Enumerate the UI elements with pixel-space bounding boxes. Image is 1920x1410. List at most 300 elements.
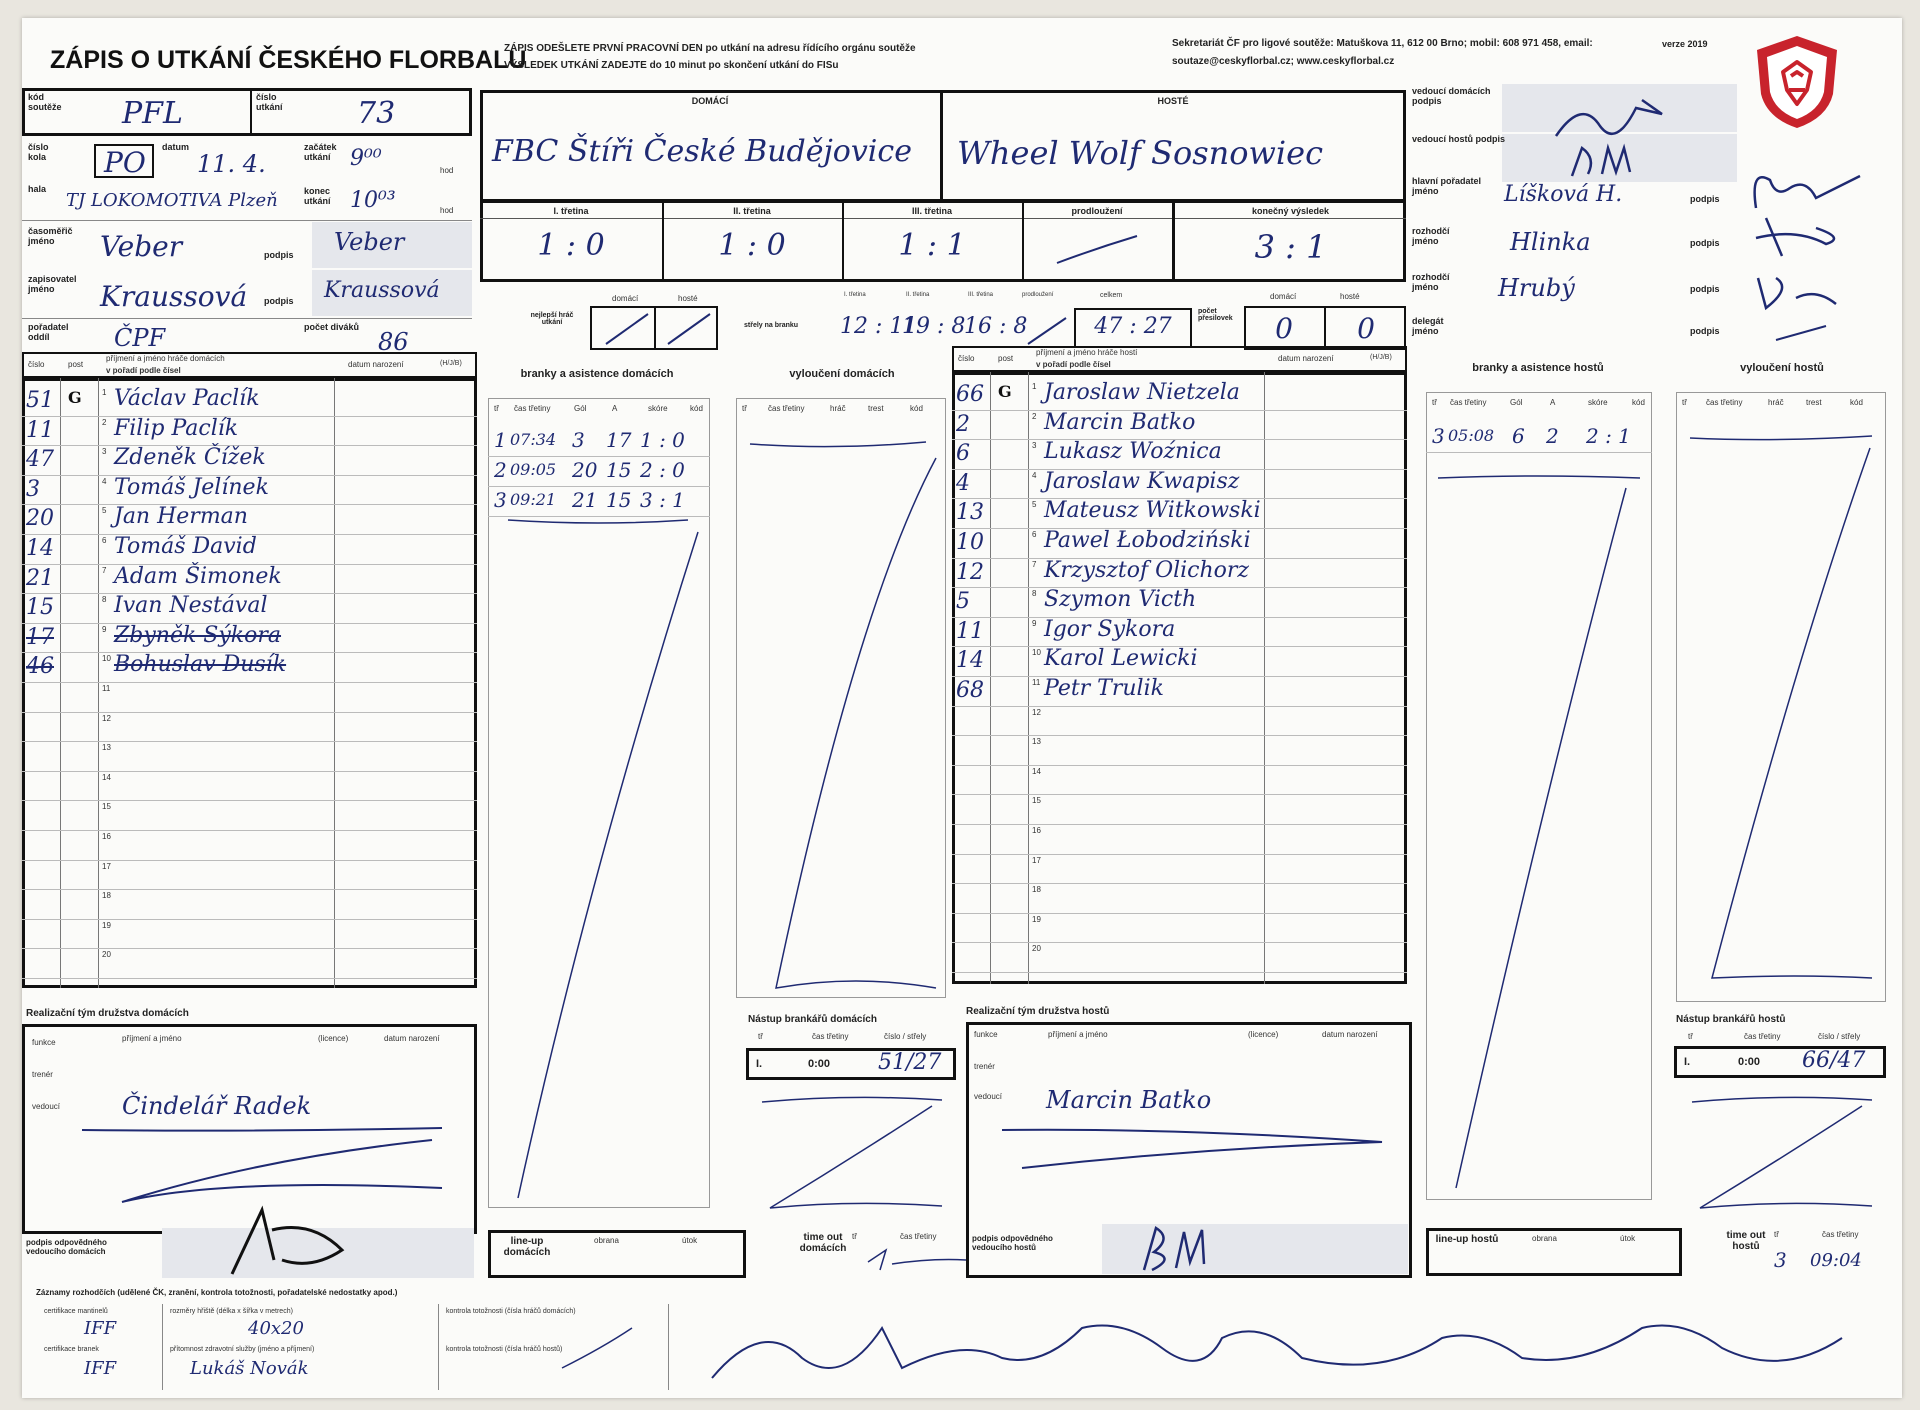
ag-a: A	[1550, 398, 1556, 407]
cislo-value: 73	[357, 96, 396, 131]
shots-t2: 19 : 8	[902, 314, 966, 339]
hr-funkce: funkce	[32, 1038, 56, 1047]
final-score: 3 : 1	[1254, 228, 1327, 266]
kod-value: PFL	[122, 96, 183, 131]
ago-tr: tř	[1688, 1032, 1693, 1041]
at-cas-value: 09:04	[1810, 1250, 1862, 1271]
away-timeout-label: time out hostů	[1726, 1230, 1766, 1252]
goal-time: 07:34	[510, 430, 557, 449]
ot-label: prodloužení	[1071, 206, 1123, 216]
home_players-row-line	[22, 830, 477, 831]
away_players-row-line	[952, 854, 1407, 855]
hala-label: hala	[28, 184, 47, 194]
player-number: 66	[956, 382, 984, 407]
best-home-label: domácí	[612, 294, 639, 303]
pp-label: počet přesilovek	[1198, 308, 1233, 322]
player-post: G	[68, 388, 82, 407]
home-lineup-label: line-up domácích	[503, 1236, 551, 1258]
goal-time: 09:05	[510, 460, 557, 479]
player-name: Filip Paclík	[114, 415, 239, 441]
p3-label: III. třetina	[911, 206, 952, 216]
away_players-row-index: 16	[1032, 826, 1041, 835]
home-realization-title: Realizační tým družstva domácích	[26, 1008, 189, 1019]
home-sig-label: podpis odpovědného vedoucího domácích	[26, 1238, 107, 1256]
away_players-row-line	[952, 824, 1407, 825]
home-hjb-header: (H/J/B)	[440, 360, 462, 367]
home_players-row-line	[22, 504, 477, 505]
away-cislo-header: číslo	[958, 354, 975, 363]
zacatek-value: 9⁰⁰	[350, 146, 382, 171]
away_players-row-index: 20	[1032, 944, 1041, 954]
home_players-row-index: 19	[102, 920, 111, 930]
contact-line-1: Sekretariát ČF pro ligové soutěže: Matuškova 11, 612 00 Brno; mobil: 608 971 458, email:	[1172, 38, 1593, 49]
pp-home: 0	[1275, 312, 1293, 345]
away_players-row-index: 11	[1032, 678, 1041, 687]
ago-cislo: číslo / střely	[1818, 1032, 1861, 1041]
goal-row-line	[488, 516, 710, 517]
away_players-row-line	[952, 913, 1407, 914]
kontrola-dom-label: kontrola totožnosti (čísla hráčů domácích)	[446, 1308, 576, 1315]
home_players-row-line	[22, 948, 477, 949]
ar-datum: datum narození	[1322, 1030, 1378, 1039]
ht-cas: čas třetiny	[900, 1232, 937, 1241]
hgo-tr: tř	[758, 1032, 763, 1041]
home-team-name: FBC Štíři České Budějovice	[492, 134, 912, 169]
ag-skore: skóre	[1588, 398, 1608, 407]
hr-vedouci: vedoucí	[32, 1102, 61, 1111]
away-leader-signature	[1132, 1208, 1222, 1278]
r2-podpis: podpis	[1690, 284, 1720, 294]
home-vedouci-name: Čindelář Radek	[122, 1092, 312, 1120]
p2-label: II. třetina	[733, 206, 771, 216]
home_players-row-index: 14	[102, 772, 111, 782]
goal-assist: 2	[1546, 424, 1559, 448]
goal-assist: 17	[606, 428, 632, 452]
home-poradi-header: v pořadí podle čísel	[106, 366, 181, 375]
divaku-value: 86	[378, 328, 409, 356]
ago-cislo-value: 66/47	[1802, 1048, 1866, 1073]
home_players-row-line	[22, 800, 477, 801]
hl-utok: útok	[682, 1236, 698, 1245]
away_players-row-index: 3	[1032, 441, 1037, 451]
player-number: 6	[956, 441, 970, 467]
hp-label: hlavní pořadatel jméno	[1412, 176, 1482, 196]
hp-trest: trest	[868, 404, 884, 413]
zapisovatel-value: Kraussová	[100, 280, 248, 313]
hg-cas: čas třetiny	[514, 404, 551, 413]
hp-hrac: hráč	[830, 404, 846, 413]
hod-label-1: hod	[440, 166, 454, 175]
hgo-cas-value: 0:00	[808, 1058, 831, 1070]
player-name: Tomáš Jelínek	[114, 474, 269, 500]
player-name: Jaroslaw Nietzela	[1044, 380, 1240, 405]
player-name: Adam Šimonek	[114, 563, 282, 589]
home_players-row-index: 20	[102, 950, 111, 960]
player-number: 10	[956, 530, 984, 555]
ago-cas-value: 0:00	[1738, 1056, 1761, 1068]
home-timeout-strike	[862, 1240, 972, 1274]
away-poradi-header: v pořadí podle čísel	[1036, 360, 1111, 369]
ap-tr: tř	[1682, 398, 1687, 407]
away_players-row-line	[952, 617, 1407, 618]
home_players-row-index: 5	[102, 506, 107, 516]
away_players-row-index: 1	[1032, 382, 1037, 391]
kod-label: kód soutěže	[28, 92, 62, 112]
ap-trest: trest	[1806, 398, 1822, 407]
records-strike	[522, 1318, 672, 1378]
away-realization-title: Realizační tým družstva hostů	[966, 1006, 1110, 1017]
casomeric-value: Veber	[100, 230, 183, 263]
player-name: Szymon Victh	[1044, 587, 1197, 613]
goal-scorer: 20	[572, 458, 598, 482]
contact-line-2: soutaze@ceskyflorbal.cz; www.ceskyflorbal.cz	[1172, 56, 1395, 67]
away_players-row-line	[952, 883, 1407, 884]
casomeric-label: časoměřič jméno	[28, 226, 73, 246]
away_players-row-index: 19	[1032, 914, 1041, 924]
cert-bran-label: certifikace branek	[44, 1346, 99, 1353]
home-goalies-title: Nástup brankářů domácích	[748, 1014, 877, 1025]
home-roster-header	[22, 352, 477, 378]
ar-vedouci: vedoucí	[974, 1092, 1003, 1101]
version-label: verze 2019	[1662, 39, 1708, 49]
hr-datum: datum narození	[384, 1034, 440, 1043]
home-goals-strike	[488, 518, 710, 1208]
zapisovatel-label: zapisovatel jméno	[28, 274, 77, 294]
home-datum-header: datum narození	[348, 360, 404, 369]
home_players-row-index: 13	[102, 743, 111, 753]
home-post-header: post	[68, 360, 84, 369]
player-number: 11	[26, 417, 54, 443]
al-utok: útok	[1620, 1234, 1636, 1243]
hgo-cas: čas třetiny	[812, 1032, 849, 1041]
player-name: Tomáš David	[114, 534, 257, 559]
home_players-row-line	[22, 889, 477, 890]
goal-row-line	[1426, 452, 1652, 453]
away-sig-label: podpis odpovědného vedoucího hostů	[972, 1234, 1053, 1252]
goal-scorer: 21	[572, 488, 598, 512]
home_players-row-index: 18	[102, 891, 111, 901]
zdravotni-label: přítomnost zdravotní služby (jméno a příjmení)	[170, 1346, 315, 1353]
ar-trener: trenér	[974, 1062, 995, 1071]
hp-cas: čas třetiny	[768, 404, 805, 413]
home_players-row-index: 4	[102, 476, 107, 486]
away_players-row-line	[952, 765, 1407, 766]
hod-label-2: hod	[440, 206, 454, 215]
konec-label: konec utkání	[304, 186, 331, 206]
player-number: 4	[956, 470, 970, 496]
zdravotni-value: Lukáš Novák	[190, 1358, 309, 1379]
goal-time: 09:21	[510, 490, 557, 509]
home-team-label: DOMÁCÍ	[691, 96, 729, 106]
home_players-row-line	[22, 919, 477, 920]
player-number: 51	[26, 388, 54, 413]
shots-label: střely na branku	[744, 322, 799, 329]
vd-label: vedoucí domácích podpis	[1412, 86, 1491, 106]
hgo-cislo: číslo / střely	[884, 1032, 927, 1041]
away-roster-header	[952, 346, 1407, 372]
home_players-row-line	[22, 712, 477, 713]
goal-period: 2	[494, 458, 507, 482]
player-number: 5	[956, 589, 970, 615]
ht-tr: tř	[852, 1232, 857, 1241]
home-jmeno-header: příjmení a jméno hráče domácích	[106, 354, 225, 363]
player-number: 21	[26, 565, 54, 591]
home_players-row-line	[22, 741, 477, 742]
home-goals-title: branky a asistence domácích	[520, 368, 674, 380]
home_players-row-line	[22, 771, 477, 772]
player-number: 11	[956, 618, 984, 644]
away-goals-strike	[1426, 458, 1652, 1198]
away-penalties-title: vyloučení hostů	[1740, 362, 1824, 374]
casomeric-signature: Veber	[334, 228, 405, 256]
away_players-row-index: 18	[1032, 885, 1041, 895]
player-name: Ivan Nestával	[114, 593, 268, 619]
player-number: 3	[26, 476, 40, 502]
records-strikeout-scribble	[702, 1298, 1882, 1398]
ar-licence: (licence)	[1248, 1030, 1279, 1039]
home_players-row-line	[22, 860, 477, 861]
player-number: 13	[956, 500, 984, 526]
hg-a: A	[612, 404, 618, 413]
divaku-label: počet diváků	[304, 322, 360, 332]
player-number: 14	[26, 536, 54, 561]
al-obrana: obrana	[1532, 1234, 1557, 1243]
officials-signatures	[1736, 158, 1886, 348]
goal-row-line	[488, 486, 710, 487]
home_players-row-index: 15	[102, 802, 111, 812]
hp-value: Líšková H.	[1504, 182, 1623, 207]
home_players-row-index: 12	[102, 713, 111, 723]
away-realization-strike	[982, 1118, 1402, 1178]
away_players-row-index: 4	[1032, 470, 1037, 480]
away_players-row-line	[952, 794, 1407, 795]
goal-row-line	[488, 456, 710, 457]
kolo-label: číslo kola	[28, 142, 49, 162]
player-name: Igor Sykora	[1044, 616, 1176, 642]
datum-value: 11. 4.	[197, 150, 266, 178]
hp-tr: tř	[742, 404, 747, 413]
away-vedouci-name: Marcin Batko	[1046, 1086, 1212, 1114]
hr-jmeno: příjmení a jméno	[122, 1034, 182, 1043]
away_players-row-index: 2	[1032, 411, 1037, 421]
pp-home-label: domácí	[1270, 292, 1297, 301]
home-penalties-strike	[736, 428, 946, 998]
player-name: Krzysztof Olichorz	[1044, 557, 1250, 583]
player-number: 47	[26, 447, 54, 473]
ap-hrac: hráč	[1768, 398, 1784, 407]
p2-score: 1 : 0	[718, 228, 786, 263]
at-tr: tř	[1774, 1230, 1779, 1239]
away-post-header: post	[998, 354, 1014, 363]
competition-box	[22, 88, 472, 136]
away-team-label: HOSTÉ	[1157, 96, 1189, 106]
shots-ot-label: prodloužení	[1022, 292, 1054, 298]
away-jmeno-header: příjmení a jméno hráče hostí	[1036, 348, 1138, 357]
away_players-row-line	[952, 706, 1407, 707]
home_players-row-index: 9	[102, 624, 107, 634]
shots-t1: 12 : 11	[840, 314, 918, 339]
home_players-row-index: 2	[102, 417, 107, 427]
cert-bran-value: IFF	[84, 1358, 117, 1379]
away-goalies-title: Nástup brankářů hostů	[1676, 1014, 1786, 1025]
final-label: konečný výsledek	[1251, 206, 1330, 216]
hala-value: TJ LOKOMOTIVA Plzeň	[66, 190, 278, 211]
ar-jmeno: příjmení a jméno	[1048, 1030, 1108, 1039]
away_players-row-index: 13	[1032, 737, 1041, 747]
poradatel-value: ČPF	[114, 324, 166, 352]
home_players-row-line	[22, 978, 477, 979]
goal-period: 3	[494, 488, 507, 512]
hr-trener: trenér	[32, 1070, 53, 1079]
r2-label: rozhodčí jméno	[1412, 272, 1450, 292]
home_players-row-index: 11	[102, 684, 111, 693]
ag-gol: Gól	[1510, 398, 1523, 407]
home_players-row-index: 1	[102, 388, 107, 397]
vh-label: vedoucí hostů podpis	[1412, 134, 1506, 144]
away_players-row-index: 12	[1032, 707, 1041, 717]
ago-cas: čas třetiny	[1744, 1032, 1781, 1041]
leaders-signatures	[1542, 78, 1702, 188]
away-lineup-label: line-up hostů	[1435, 1234, 1499, 1245]
away_players-row-index: 5	[1032, 500, 1037, 510]
goal-score: 3 : 1	[640, 488, 685, 512]
home-penalties-title: vyloučení domácích	[789, 368, 895, 380]
goal-score: 2 : 0	[640, 458, 685, 482]
hg-gol: Gól	[574, 404, 587, 413]
goal-score: 2 : 1	[1586, 424, 1631, 448]
away_players-row-index: 14	[1032, 766, 1041, 776]
hp-kod: kód	[910, 404, 923, 413]
match-report-sheet	[22, 18, 1902, 1398]
hgo-cislo-value: 51/27	[878, 1050, 942, 1075]
hr-licence: (licence)	[318, 1034, 349, 1043]
shots-t3: 16 : 8	[964, 314, 1028, 339]
player-name: Pawel Łobodziński	[1044, 528, 1251, 553]
home_players-row-index: 3	[102, 447, 107, 457]
player-name: Lukasz Woźnica	[1044, 439, 1222, 465]
away_players-row-index: 6	[1032, 530, 1037, 539]
player-name: Václav Paclík	[114, 386, 260, 411]
player-post: G	[998, 382, 1012, 401]
away_players-row-index: 15	[1032, 796, 1041, 806]
player-name: Jaroslaw Kwapisz	[1044, 468, 1240, 494]
pp-away: 0	[1357, 312, 1375, 345]
home-goalie-strike	[752, 1088, 952, 1218]
home_players-row-index: 17	[102, 861, 111, 871]
player-name: Bohuslav Dusík	[114, 652, 287, 678]
best-player-label: nejlepší hráč utkání	[530, 312, 574, 326]
goal-scorer: 6	[1512, 424, 1525, 448]
cislo-label: číslo utkání	[256, 92, 283, 112]
player-name: Zdeněk Čížek	[114, 445, 266, 471]
player-number: 46	[26, 654, 54, 680]
ap-cas: čas třetiny	[1706, 398, 1743, 407]
away-hjb-header: (H/J/B)	[1370, 354, 1392, 361]
away_players-row-line	[952, 676, 1407, 677]
shots-total-label: celkem	[1100, 292, 1123, 299]
away-team-name: Wheel Wolf Sosnowiec	[957, 134, 1323, 172]
away-penalties-strike	[1676, 418, 1886, 1002]
home_players-row-index: 8	[102, 595, 107, 605]
ap-kod: kód	[1850, 398, 1863, 407]
goal-period: 3	[1432, 424, 1445, 448]
zacatek-label: začátek utkání	[304, 142, 337, 162]
player-number: 15	[26, 595, 54, 621]
instruction-2: VÝSLEDEK UTKÁNÍ ZADEJTE do 10 minut po skončení utkání do FISu	[504, 60, 839, 71]
player-name: Karol Lewicki	[1044, 646, 1198, 672]
away_players-row-line	[952, 972, 1407, 973]
hgo-tr-value: I.	[756, 1058, 763, 1070]
player-name: Petr Trulik	[1044, 676, 1164, 701]
home-leader-signature	[222, 1190, 382, 1280]
zapisovatel-podpis-label: podpis	[264, 296, 294, 306]
at-cas: čas třetiny	[1822, 1230, 1859, 1239]
zapisovatel-signature: Kraussová	[324, 278, 440, 303]
home-cislo-header: číslo	[28, 360, 45, 369]
hg-tr: tř	[494, 404, 499, 413]
goal-period: 1	[494, 428, 507, 452]
away-goalie-strike	[1682, 1088, 1882, 1218]
datum-label: datum	[162, 142, 189, 152]
shots-t2-label: II. třetina	[906, 292, 930, 298]
player-name: Jan Herman	[114, 504, 248, 530]
ago-tr-value: I.	[1684, 1056, 1691, 1068]
home_players-row-index: 10	[102, 654, 111, 664]
r1-label: rozhodčí jméno	[1412, 226, 1450, 246]
home_players-row-index: 6	[102, 536, 107, 545]
player-number: 2	[956, 411, 970, 437]
rozmery-value: 40x20	[248, 1318, 304, 1339]
home_players-row-line	[22, 416, 477, 417]
cert-mant-label: certifikace mantinelů	[44, 1308, 108, 1315]
shots-total: 47 : 27	[1094, 314, 1172, 339]
away_players-row-index: 7	[1032, 559, 1037, 569]
konec-value: 10⁰³	[350, 188, 396, 213]
records-title: Záznamy rozhodčích (udělené ČK, zranění, kontrola totožnosti, pořadatelské nedostatky apod.)	[36, 1288, 398, 1297]
ag-kod: kód	[1632, 398, 1645, 407]
player-number: 17	[26, 624, 54, 650]
home_players-row-index: 7	[102, 565, 107, 575]
ot-empty-slash	[1052, 228, 1142, 268]
kontrola-host-label: kontrola totožnosti (čísla hráčů hostů)	[446, 1346, 563, 1353]
r1-value: Hlinka	[1510, 228, 1591, 256]
hg-skore: skóre	[648, 404, 668, 413]
r1-podpis: podpis	[1690, 238, 1720, 248]
ar-funkce: funkce	[974, 1030, 998, 1039]
player-number: 68	[956, 678, 984, 703]
away_players-row-index: 8	[1032, 589, 1037, 599]
casomeric-podpis-label: podpis	[264, 250, 294, 260]
p3-score: 1 : 1	[898, 228, 966, 263]
goal-time: 05:08	[1448, 426, 1495, 445]
player-number: 14	[956, 648, 984, 674]
hp-podpis: podpis	[1690, 194, 1720, 204]
away-datum-header: datum narození	[1278, 354, 1334, 363]
instruction-1: ZÁPIS ODEŠLETE PRVNÍ PRACOVNÍ DEN po utkání na adresu řídícího orgánu soutěže	[504, 43, 916, 54]
player-name: Zbyněk Sýkora	[114, 622, 282, 648]
goal-assist: 15	[606, 458, 632, 482]
at-tr-value: 3	[1774, 1248, 1787, 1272]
p1-label: I. třetina	[553, 206, 589, 216]
kolo-value: PO	[104, 146, 146, 179]
del-podpis: podpis	[1690, 326, 1720, 336]
hl-obrana: obrana	[594, 1236, 619, 1245]
ceskyflorbal-logo	[1747, 32, 1847, 132]
page-title: ZÁPIS O UTKÁNÍ ČESKÉHO FLORBALU	[50, 46, 527, 74]
away-goals-title: branky a asistence hostů	[1472, 362, 1604, 374]
delegat-label: delegát jméno	[1412, 316, 1444, 336]
hg-kod: kód	[690, 404, 703, 413]
